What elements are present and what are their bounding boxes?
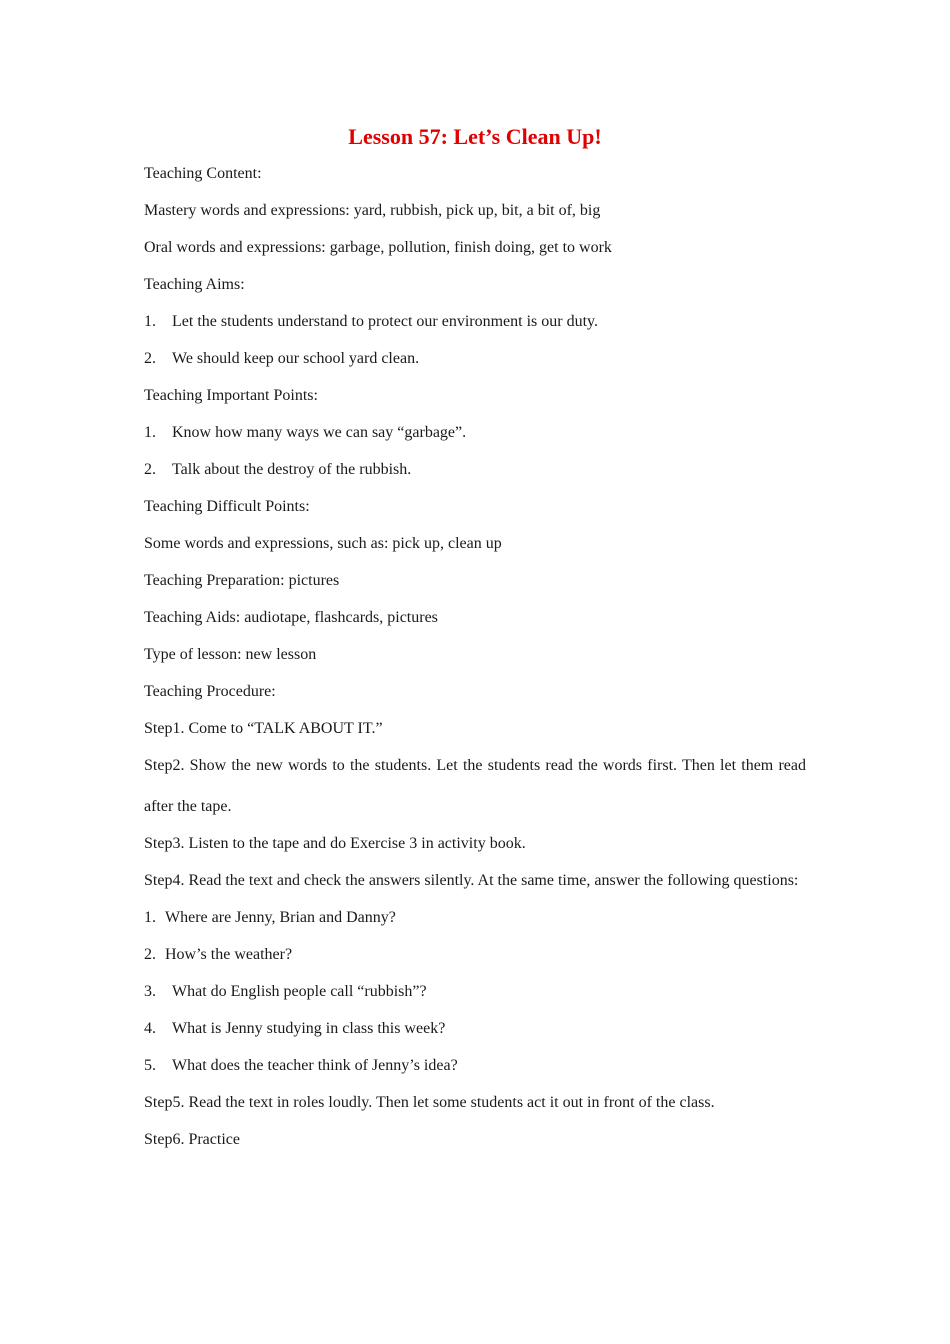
lesson-body [144,160,806,1163]
aim-text: We should keep our school yard clean. [172,350,420,367]
aim-number: 2. [144,350,156,367]
question-number: 2. [144,946,156,963]
important-point-number: 1. [144,424,156,441]
question-item [144,904,806,941]
teaching-content-heading: Teaching Content: [144,165,262,182]
teaching-procedure-heading: Teaching Procedure: [144,683,276,700]
step-3: Step3. Listen to the tape and do Exercise 3 in activity book. [144,835,526,852]
question-text: What does the teacher think of Jenny’s idea? [172,1057,458,1074]
question-text: How’s the weather? [165,946,293,963]
question-number: 4. [144,1020,156,1037]
step-6: Step6. Practice [144,1131,240,1148]
important-point-item [144,419,806,456]
question-item [144,978,806,1015]
difficult-points-heading: Teaching Difficult Points: [144,498,310,515]
step-5: Step5. Read the text in roles loudly. Then let some students act it out in front of the class. [144,1094,715,1111]
mastery-words: Mastery words and expressions: yard, rubbish, pick up, bit, a bit of, big [144,202,601,219]
question-text: What is Jenny studying in class this week? [172,1020,446,1037]
oral-words: Oral words and expressions: garbage, pollution, finish doing, get to work [144,239,612,256]
question-number: 1. [144,909,156,926]
question-text: Where are Jenny, Brian and Danny? [165,909,396,926]
lesson-title: Lesson 57: Let’s Clean Up! [348,124,602,149]
important-points-heading: Teaching Important Points: [144,387,318,404]
question-number: 5. [144,1057,156,1074]
important-point-item [144,456,806,493]
important-point-text: Talk about the destroy of the rubbish. [172,461,412,478]
teaching-preparation: Teaching Preparation: pictures [144,572,340,589]
aim-item [144,308,806,345]
question-item [144,941,806,978]
question-item [144,1015,806,1052]
step-4: Step4. Read the text and check the answers silently. At the same time, answer the following questions: [144,872,799,889]
teaching-aims-heading: Teaching Aims: [144,276,245,293]
aim-item [144,345,806,382]
aim-number: 1. [144,313,156,330]
step-2: Step2. Show the new words to the students. Let the students read the words first. Then let them read after the tape. [144,757,806,815]
important-point-text: Know how many ways we can say “garbage”. [172,424,467,441]
lesson-type: Type of lesson: new lesson [144,646,317,663]
question-item [144,1052,806,1089]
question-text: What do English people call “rubbish”? [172,983,427,1000]
teaching-aids: Teaching Aids: audiotape, flashcards, pictures [144,609,438,626]
aim-text: Let the students understand to protect our environment is our duty. [172,313,598,330]
important-point-number: 2. [144,461,156,478]
difficult-points-text: Some words and expressions, such as: pick up, clean up [144,535,502,552]
question-number: 3. [144,983,156,1000]
step-1: Step1. Come to “TALK ABOUT IT.” [144,720,383,737]
